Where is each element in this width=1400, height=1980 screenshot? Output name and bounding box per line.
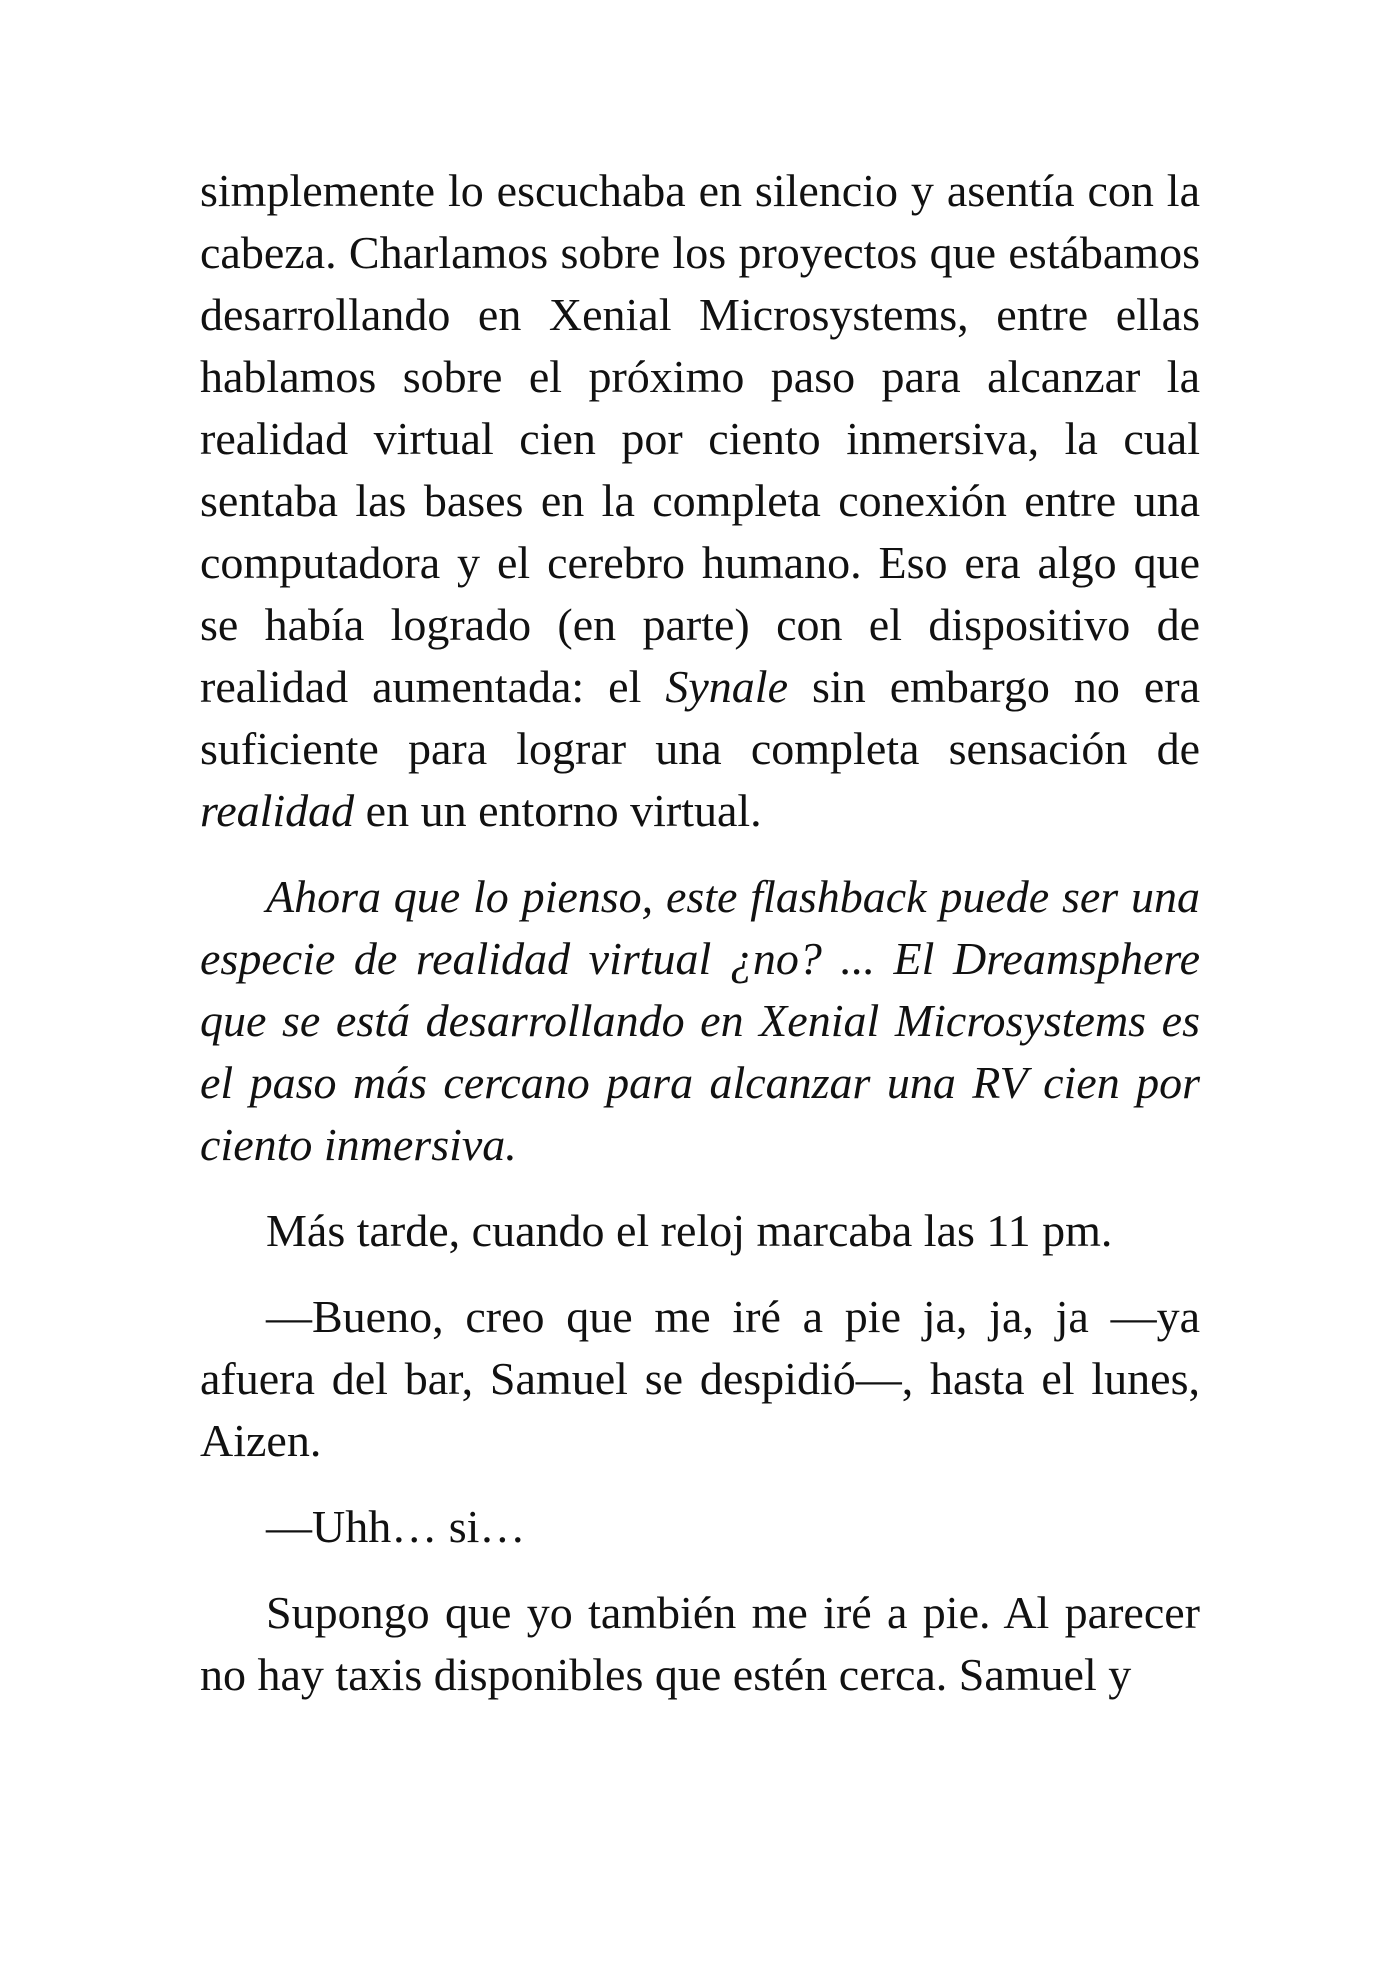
paragraph-1-text-c: en un entorno virtual. <box>354 785 762 836</box>
synale-term: Synale <box>665 661 789 712</box>
paragraph-3: Más tarde, cuando el reloj marcaba las 11 pm. <box>266 1205 1113 1256</box>
paragraph-1 <box>200 160 1200 842</box>
paragraph-5-dialogue: —Uhh… si… <box>266 1501 526 1552</box>
paragraph-1-text-a: simplemente lo escuchaba en silencio y asentía con la cabeza. Charlamos sobre los proyectos que estábamos desarrollando en Xenial Microsystems, entre ellas hablamos sobre el próximo paso para alcanzar la realidad virtual cien por ciento inmersiva, la cual sentaba las bases en la completa conexión entre una computadora y el cerebro humano. Eso era algo que se había logrado (en parte) con el dispositivo de realidad aumentada: el <box>200 165 1200 712</box>
realidad-term: realidad <box>200 785 355 836</box>
paragraph-2-thought: Ahora que lo pienso, este flashback puede ser una especie de realidad virtual ¿no? ... El Dreamsphere que se está desarrollando en Xenial Microsystems es el paso más cercano para alcanzar una RV cien por ciento inmersiva. <box>200 871 1200 1170</box>
paragraph-1-text-b: sin embargo no era suficiente para lograr una completa sensación de <box>200 661 1201 774</box>
paragraph-6: Supongo que yo también me iré a pie. Al parecer no hay taxis disponibles que estén cerca. Samuel y <box>200 1587 1200 1700</box>
paragraph-4-dialogue: —Bueno, creo que me iré a pie ja, ja, ja —ya afuera del bar, Samuel se despidió—, hasta el lunes, Aizen. <box>200 1291 1200 1466</box>
book-page <box>200 160 1200 1730</box>
